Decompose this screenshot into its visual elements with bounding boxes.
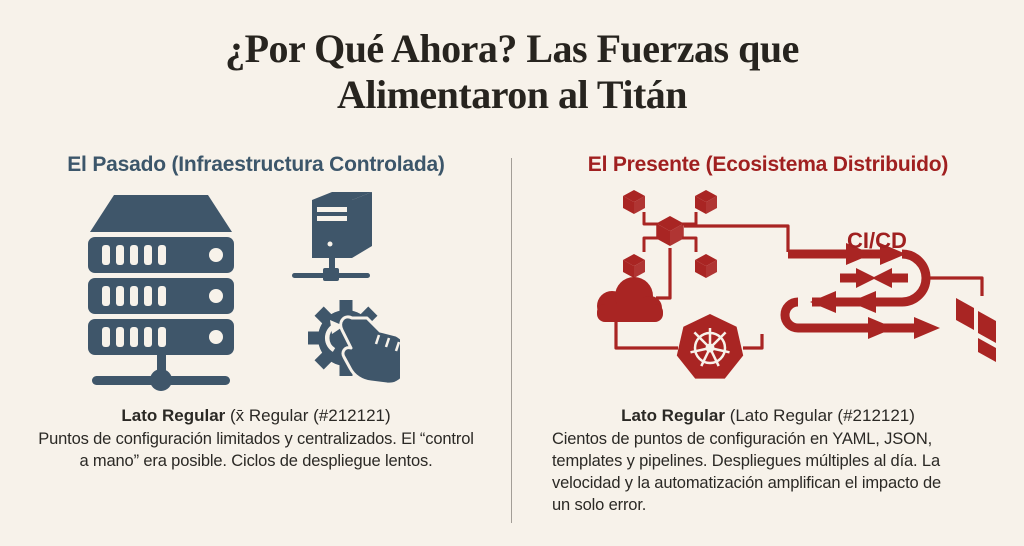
cicd-pipeline-icon	[785, 243, 940, 339]
past-caption-lead	[18, 405, 494, 427]
page-title	[0, 26, 1024, 118]
present-body-text: Cientos de puntos de configuración en YAML, JSON, templates y pipelines. Despliegues múltiples al día. La velocidad y la automatización amplifican el impacto de un solo error.	[552, 430, 942, 514]
terraform-icon	[956, 298, 996, 362]
past-body-text: Puntos de configuración limitados y centralizados. El “control a mano” era posible. Ciclos de despliegue lentos.	[38, 430, 474, 470]
present-caption	[530, 405, 1006, 516]
present-caption-bold: Lato Regular	[621, 406, 725, 425]
gear-manual-hand-icon	[308, 300, 400, 384]
present-caption-rest: (Lato Regular (#212121)	[724, 406, 915, 425]
cicd-label: CI/CD	[847, 228, 907, 253]
kubernetes-icon	[677, 314, 743, 379]
present-column-header: El Presente (Ecosistema Distribuido)	[587, 153, 949, 176]
past-graphic	[80, 192, 400, 392]
cloud-icon	[597, 277, 663, 322]
column-divider	[511, 158, 512, 523]
present-caption-lead	[530, 405, 1006, 427]
server-rack-icon	[88, 195, 234, 391]
past-caption	[18, 405, 494, 472]
page-title-line2: Alimentaron al Titán	[336, 72, 688, 117]
desktop-tower-icon	[292, 192, 372, 281]
past-caption-rest: (x̄ Regular (#212121)	[225, 406, 391, 425]
page-title-line1: ¿Por Qué Ahora? Las Fuerzas que	[225, 26, 799, 71]
present-graphic	[550, 190, 1000, 397]
past-column-header: El Pasado (Infraestructura Controlada)	[67, 153, 445, 176]
past-caption-bold: Lato Regular	[121, 406, 226, 425]
